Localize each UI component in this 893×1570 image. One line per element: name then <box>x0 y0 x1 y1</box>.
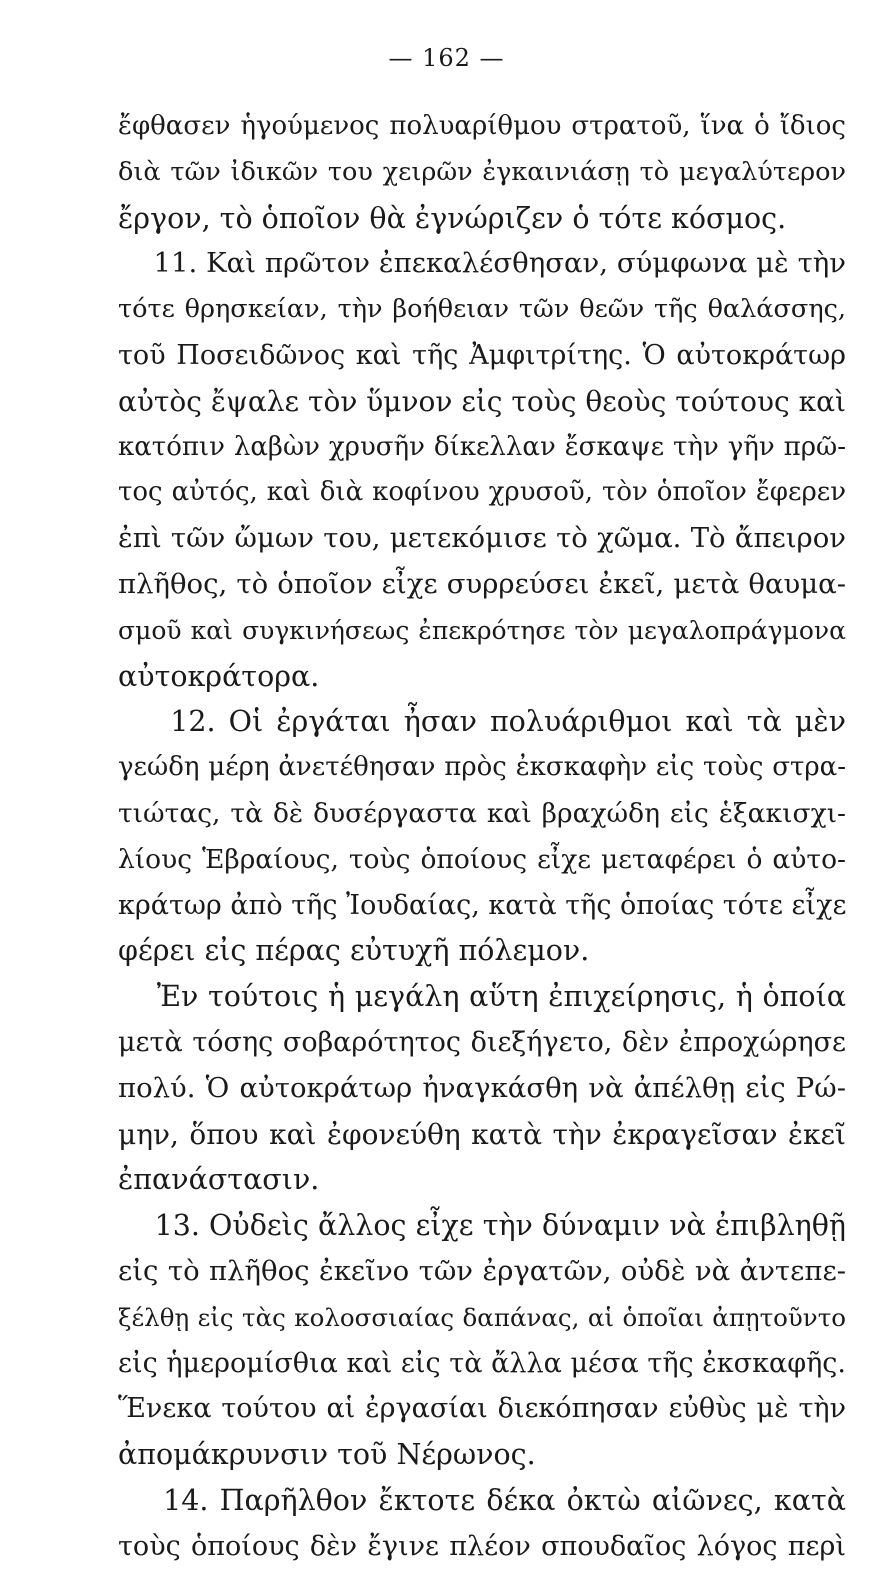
text-line: Ἐν τούτοις ἡ μεγάλη αὕτη ἐπιχείρησις, ἡ ὁποία <box>118 980 846 1014</box>
text-line: μην, ὅπου καὶ ἐφονεύθη κατὰ τὴν ἐκραγεῖσαν ἐκεῖ <box>118 1117 846 1151</box>
text-line: τοῦ Ποσειδῶνος καὶ τῆς Ἀμφιτρίτης. Ὁ αὐτοκράτωρ <box>118 339 846 371</box>
text-line: ἐπὶ τῶν ὤμων του, μετεκόμισε τὸ χῶμα. Τὸ ἄπειρον <box>118 522 846 555</box>
text-line: Ἕνεκα τούτου αἱ ἐργασίαι διεκόπησαν εὐθὺς μὲ τὴν <box>118 1393 846 1425</box>
text-line: εἰς τὸ πλῆθος ἐκεῖνο τῶν ἐργατῶν, οὐδὲ νὰ ἀντεπε- <box>118 1254 846 1287</box>
page-number: — 162 — <box>388 44 505 72</box>
text-line: τος αὐτός, καὶ διὰ κοφίνου χρυσοῦ, τὸν ὁποῖον ἔφερεν <box>118 477 846 508</box>
text-line: 14. Παρῆλθον ἔκτοτε δέκα ὀκτὼ αἰῶνες, κατὰ <box>118 1483 846 1517</box>
text-line: μετὰ τόσης σοβαρότητος διεξήγετο, δὲν ἐπροχώρησε <box>118 1026 846 1058</box>
text-line: 13. Οὐδεὶς ἄλλος εἶχε τὴν δύναμιν νὰ ἐπιβληθῇ <box>118 1209 846 1243</box>
text-line: κατόπιν λαβὼν χρυσῆν δίκελλαν ἔσκαψε τὴν γῆν πρῶ- <box>118 431 846 462</box>
text-line: τότε θρησκείαν, τὴν βοήθειαν τῶν θεῶν τῆς θαλάσσης, <box>118 294 846 325</box>
text-line: λίους Ἑβραίους, τοὺς ὁποίους εἶχε μεταφέρει ὁ αὐτο- <box>118 843 846 875</box>
text-line: ἔργον, τὸ ὁποῖον θὰ ἐγνώριζεν ὁ τότε κόσμος. <box>118 201 787 235</box>
text-line: φέρει εἰς πέρας εὐτυχῆ πόλεμον. <box>118 934 590 968</box>
text-line: πολύ. Ὁ αὐτοκράτωρ ἠναγκάσθη νὰ ἀπέλθῃ εἰς Ρώ- <box>118 1071 846 1104</box>
text-line: ἔφθασεν ἡγούμενος πολυαρίθμου στρατοῦ, ἵνα ὁ ἴδιος <box>118 111 846 141</box>
text-line: τοὺς ὁποίους δὲν ἔγινε πλέον σπουδαῖος λόγος περὶ <box>118 1530 846 1562</box>
text-line: τιώτας, τὰ δὲ δυσέργαστα καὶ βραχώδη εἰς ἑξακισχι- <box>118 797 846 829</box>
text-line: διὰ τῶν ἰδικῶν του χειρῶν ἐγκαινιάσῃ τὸ μεγαλύτερον <box>118 156 846 187</box>
text-line: 12. Οἱ ἐργάται ἦσαν πολυάριθμοι καὶ τὰ μὲν <box>118 705 846 739</box>
text-line: κράτωρ ἀπὸ τῆς Ἰουδαίας, κατὰ τῆς ὁποίας τότε εἶχε <box>118 889 846 921</box>
text-line: πλῆθος, τὸ ὁποῖον εἶχε συρρεύσει ἐκεῖ, μετὰ θαυμα- <box>118 567 846 600</box>
text-line: αὐτὸς ἔψαλε τὸν ὕμνον εἰς τοὺς θεοὺς τούτους καὶ <box>118 384 846 418</box>
text-line: ἀπομάκρυνσιν τοῦ Νέρωνος. <box>118 1438 536 1472</box>
text-line: 11. Καὶ πρῶτον ἐπεκαλέσθησαν, σύμφωνα μὲ τὴν <box>118 247 846 280</box>
text-line: αὐτοκράτορα. <box>118 659 320 693</box>
text-line: ἐπανάστασιν. <box>118 1163 320 1197</box>
text-line: εἰς ἡμερομίσθια καὶ εἰς τὰ ἄλλα μέσα τῆς ἐκσκαφῆς. <box>118 1347 846 1379</box>
body-text <box>118 104 846 1570</box>
text-line: σμοῦ καὶ συγκινήσεως ἐπεκρότησε τὸν μεγαλοπράγμονα <box>118 615 846 645</box>
text-line: ξέλθῃ εἰς τὰς κολοσσιαίας δαπάνας, αἱ ὁποῖαι ἀπῃτοῦντο <box>118 1302 846 1332</box>
text-line: γεώδη μέρη ἀνετέθησαν πρὸς ἐκσκαφὴν εἰς τοὺς στρα- <box>118 752 846 783</box>
